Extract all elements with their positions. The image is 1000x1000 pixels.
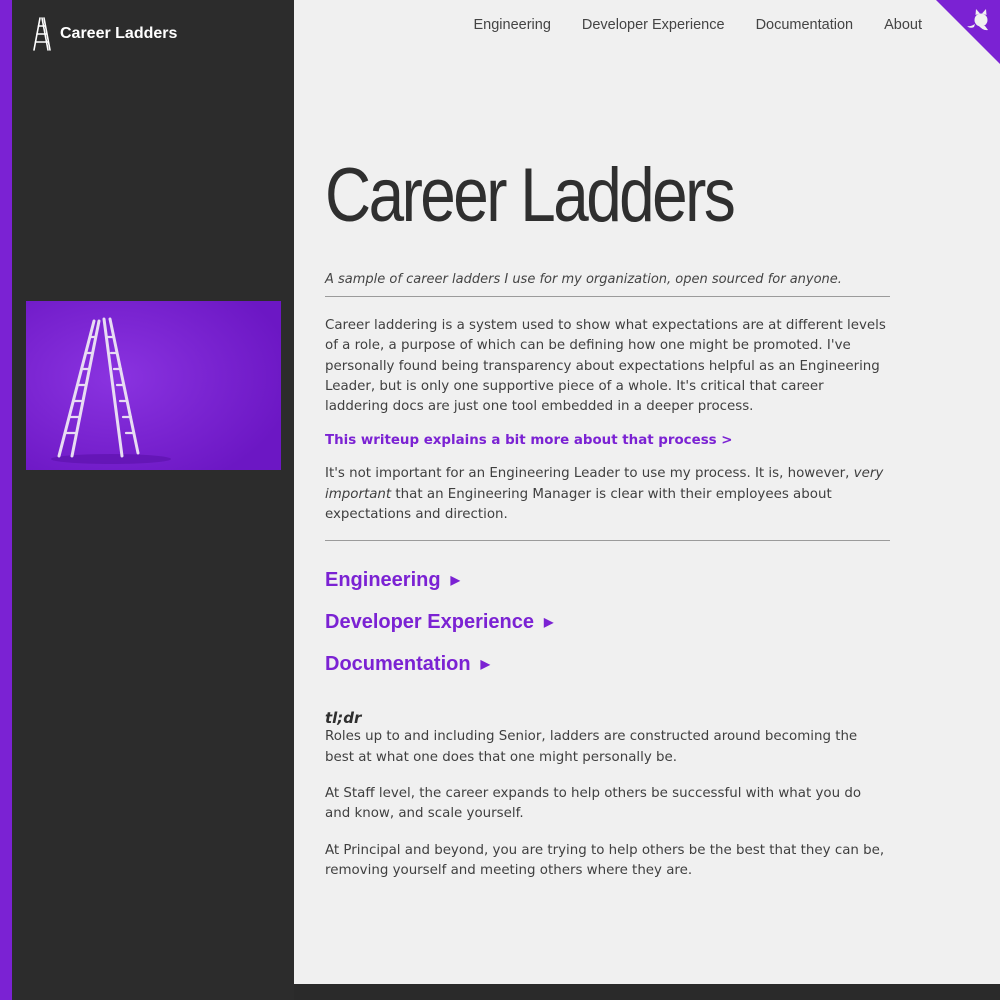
nav-engineering[interactable]: Engineering [473, 17, 551, 33]
tldr-senior: Roles up to and including Senior, ladders are constructed around becoming the best at what one does that one might personally be. [325, 729, 858, 765]
ladder-icon [32, 16, 52, 52]
ladder-link-label: Engineering [325, 568, 441, 591]
github-corner[interactable] [936, 0, 1000, 64]
article [325, 153, 890, 881]
intro-paragraph: Career laddering is a system used to show what expectations are at different levels of a role, a purpose of which can be defining how one might be promoted. I've personally found being transparency about expectations helpful as an Engineering Leader, but is only one supportive piece of a whole. It's critical that career laddering docs are just one tool embedded in a deeper process. [325, 318, 886, 415]
page-title: Career Ladders [325, 153, 734, 238]
nav-developer-experience[interactable]: Developer Experience [581, 17, 725, 33]
ladder-links [325, 559, 890, 685]
accent-strip [0, 0, 12, 1000]
ladder-link-engineering[interactable] [325, 559, 890, 601]
importance-text-b: that an Engineering Manager is clear with their employees about expectations and direction. [325, 486, 832, 523]
brand-link[interactable] [32, 16, 177, 52]
github-octocat-icon [936, 0, 1000, 64]
nav-about[interactable]: About [884, 17, 922, 33]
nav-documentation[interactable]: Documentation [755, 17, 854, 33]
ladder-link-documentation[interactable] [325, 643, 890, 685]
ladder-link-label: Documentation [325, 652, 471, 675]
page-subtitle: A sample of career ladders I use for my organization, open sourced for anyone. [325, 272, 890, 297]
sidebar [12, 0, 294, 1000]
ladder-link-label: Developer Experience [325, 610, 534, 633]
tldr-staff: At Staff level, the career expands to help others be successful with what you do and know, and scale yourself. [325, 785, 862, 822]
play-triangle-icon: ▶ [450, 573, 460, 588]
brand-name: Career Ladders [60, 25, 178, 42]
importance-text-a: It's not important for an Engineering Leader to use my process. It is, however, [325, 466, 854, 482]
process-writeup-link[interactable]: This writeup explains a bit more about that process > [325, 433, 733, 449]
play-triangle-icon: ▶ [544, 615, 554, 630]
tldr-principal: At Principal and beyond, you are trying to help others be the best that they can be, removing yourself and meeting others where they are. [325, 842, 885, 878]
hero-image [26, 301, 281, 470]
ladder-link-developer-experience[interactable] [325, 601, 890, 643]
ladder-illustration [26, 301, 281, 470]
importance-emphasis: very important [325, 466, 884, 502]
tldr-heading: tl;dr [325, 709, 362, 728]
top-nav [473, 17, 922, 33]
importance-paragraph [325, 464, 890, 541]
bottom-bar [294, 984, 1000, 1000]
play-triangle-icon: ▶ [480, 657, 490, 672]
main-content [294, 0, 1000, 984]
